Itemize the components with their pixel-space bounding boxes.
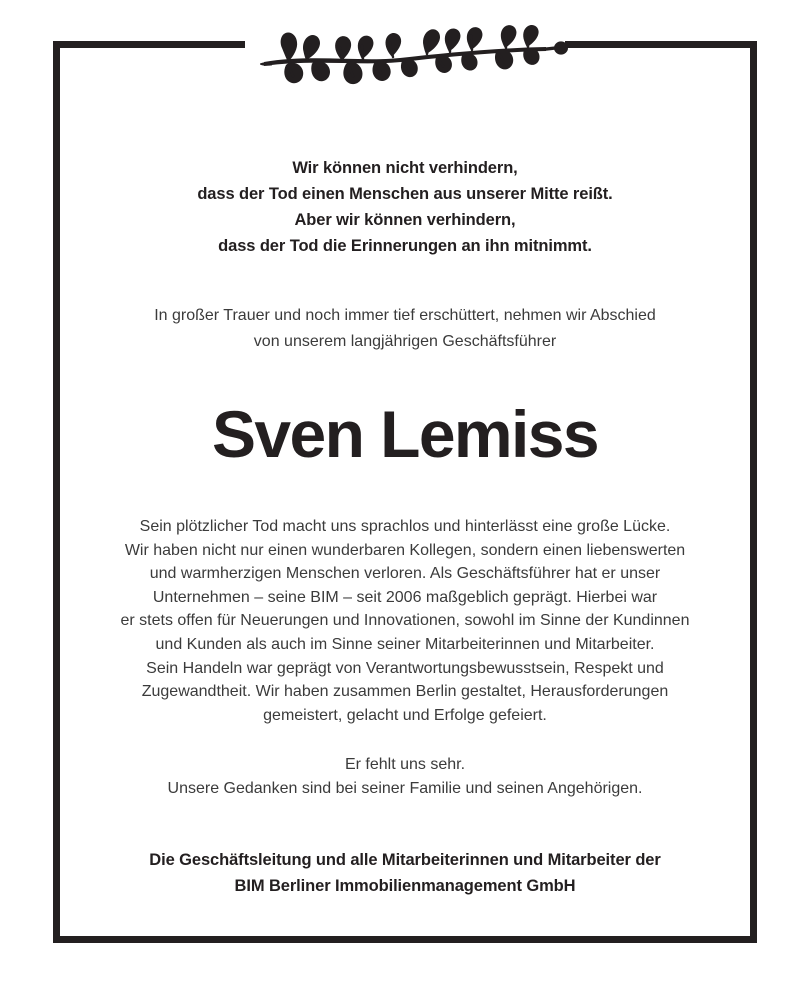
body-line-6: und Kunden als auch im Sinne seiner Mitarbeiterinnen und Mitarbeiter. [155, 635, 655, 653]
farewell-line-2: Unsere Gedanken sind bei seiner Familie und seinen Angehörigen. [167, 779, 643, 797]
deceased-name: Sven Lemiss [212, 397, 598, 471]
frame-right-segment [750, 41, 757, 943]
signature-line-2: BIM Berliner Immobilienmanagement GmbH [234, 876, 576, 895]
farewell-text [60, 753, 750, 800]
memorial-quote [60, 155, 750, 259]
intro-line-1: In großer Trauer und noch immer tief erschüttert, nehmen wir Abschied [154, 307, 656, 324]
frame-left-segment [53, 41, 60, 943]
body-line-9: gemeistert, gelacht und Erfolge gefeiert. [263, 706, 547, 724]
notice-content [60, 41, 750, 899]
body-line-1: Sein plötzlicher Tod macht uns sprachlos und hinterlässt eine große Lücke. [139, 518, 671, 535]
intro-line-2: von unserem langjährigen Geschäftsführer [253, 333, 557, 350]
quote-line-2: dass der Tod einen Menschen aus unserer Mitte reißt. [197, 185, 613, 203]
body-line-2: Wir haben nicht nur einen wunderbaren Kollegen, sondern einen liebenswerten [124, 541, 686, 559]
signature-line-1: Die Geschäftsleitung und alle Mitarbeiterinnen und Mitarbeiter der [149, 850, 661, 869]
quote-line-3: Aber wir können verhindern, [294, 211, 516, 229]
body-line-7: Sein Handeln war geprägt von Verantwortungsbewusstsein, Respekt und [146, 659, 664, 677]
body-line-5: er stets offen für Neuerungen und Innovationen, sowohl im Sinne der Kundinnen [120, 612, 690, 630]
quote-line-4: dass der Tod die Erinnerungen an ihn mitnimmt. [218, 237, 592, 255]
body-line-3: und warmherzigen Menschen verloren. Als Geschäftsführer hat er unser [149, 565, 661, 583]
body-line-4: Unternehmen – seine BIM – seit 2006 maßgeblich geprägt. Hierbei war [152, 588, 658, 606]
body-line-8: Zugewandtheit. Wir haben zusammen Berlin gestaltet, Herausforderungen [141, 683, 669, 701]
memorial-body-text [60, 515, 750, 727]
introduction-text [60, 303, 750, 355]
quote-line-1: Wir können nicht verhindern, [292, 159, 518, 177]
signature-block [60, 847, 750, 899]
farewell-line-1: Er fehlt uns sehr. [344, 756, 466, 774]
frame-bottom-segment [53, 936, 757, 943]
